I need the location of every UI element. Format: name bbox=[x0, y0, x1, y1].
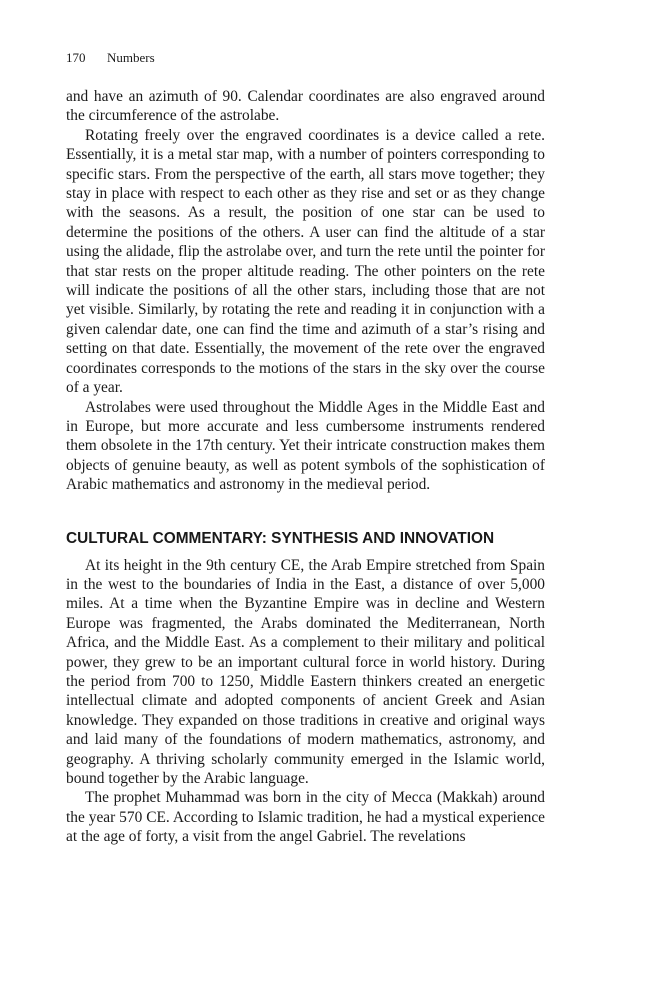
body-text bbox=[66, 87, 545, 847]
page-number: 170 bbox=[66, 50, 86, 65]
paragraph-muhammad: The prophet Muhammad was born in the city of Mecca (Makkah) around the year 570 CE. According to Islamic tradition, he had a mystical experience at the age of forty, a visit from the angel Gabriel. The revelations bbox=[66, 789, 545, 846]
paragraph-astrolabes-history: Astrolabes were used throughout the Middle Ages in the Middle East and in Europe, but more accurate and less cumbersome instruments rendered them obsolete in the 17th century. Yet their intricate construction makes them objects of genuine beauty, as well as potent symbols of the sophistication of Arabic mathematics and astronomy in the medieval period. bbox=[66, 398, 545, 494]
paragraph-arab-empire: At its height in the 9th century CE, the Arab Empire stretched from Spain in the west to the boundaries of India in the East, a distance of over 5,000 miles. At a time when the Byzantine Empire was in decline and Western Europe was fragmented, the Arabs dominated the Mediterranean, North Africa, and the Middle East. As a complement to their military and political power, they grew to be an important cultural force in world history. During the period from 700 to 1250, Middle Eastern thinkers created an energetic intellectual climate and adopted components of ancient Greek and Asian knowledge. They expanded on those traditions in creative and original ways and laid many of the foundations of modern mathematics, astronomy, and geography. A thriving scholarly community emerged in the Islamic world, bound together by the Arabic language. bbox=[66, 556, 545, 787]
paragraph-continued: and have an azimuth of 90. Calendar coordinates are also engraved around the circumference of the astrolabe. bbox=[66, 88, 545, 125]
section-heading: CULTURAL COMMENTARY: SYNTHESIS AND INNOVATION bbox=[66, 529, 495, 547]
running-title: Numbers bbox=[107, 50, 155, 65]
running-head bbox=[66, 50, 155, 66]
paragraph-rete: Rotating freely over the engraved coordinates is a device called a rete. Essentially, it is a metal star map, with a number of pointers corresponding to specific stars. From the perspective of the earth, all stars move together; they stay in place with respect to each other as they rise and set or as they change with the seasons. As a result, the position of one star can be used to determine the positions of the others. A user can find the altitude of a star using the alidade, flip the astrolabe over, and turn the rete until the pointer for that star rests on the proper altitude reading. The other pointers on the rete will indicate the positions of all the other stars, including those that are not yet visible. Similarly, by rotating the rete and reading it in conjunction with a given calendar date, one can find the time and azimuth of a star’s rising and setting on that date. Essentially, the movement of the rete over the engraved coordinates corresponds to the motions of the stars in the sky over the course of a year. bbox=[66, 126, 545, 397]
